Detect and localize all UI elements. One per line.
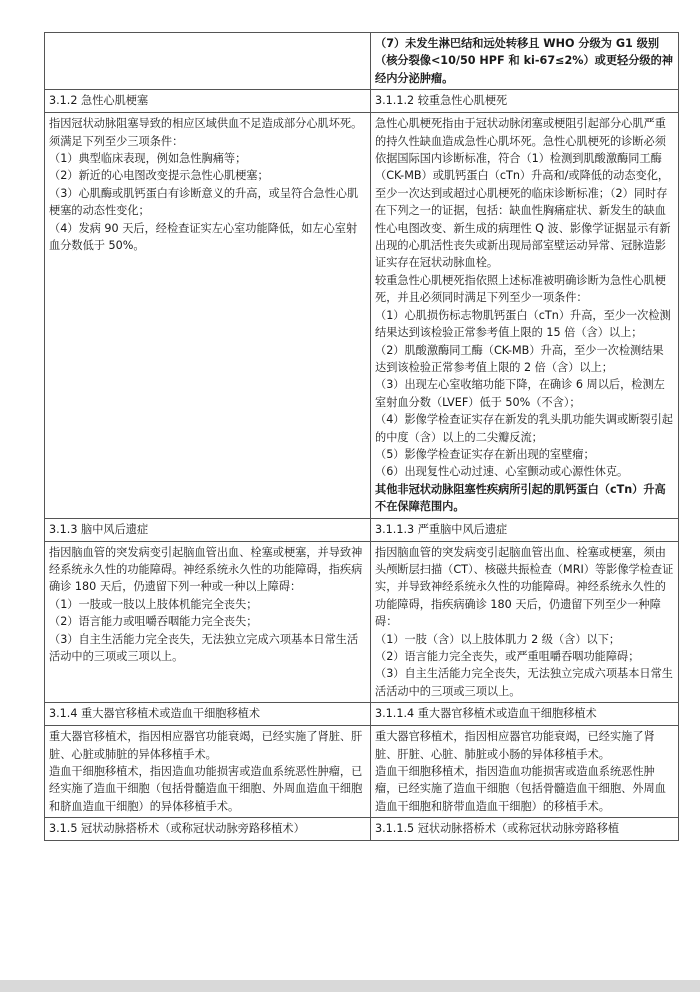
old-clause-cell: 3.1.5 冠状动脉搭桥术（或称冠状动脉旁路移植术） xyxy=(45,818,371,841)
clause-paragraph: （3）出现左心室收缩功能下降，在确诊 6 周以后，检测左室射血分数（LVEF）低于 50%（不含）； xyxy=(375,378,665,409)
clause-paragraph: （1）心肌损伤标志物肌钙蛋白（cTn）升高，至少一次检测结果达到该检验正常参考值上限的 15 倍（含）以上； xyxy=(375,308,671,340)
clause-paragraph: （2）新近的心电图改变提示急性心肌梗塞； xyxy=(49,169,269,183)
clause-paragraph: （3）自主生活能力完全丧失，无法独立完成六项基本日常生活活动中的三项或三项以上。 xyxy=(49,632,359,663)
new-clause-cell xyxy=(371,113,679,518)
clause-paragraph: 指因冠状动脉阻塞导致的相应区域供血不足造成部分心肌坏死。须满足下列至少三项条件： xyxy=(49,117,363,148)
section-content-row xyxy=(45,726,679,818)
new-clause-cell xyxy=(371,726,679,818)
clause-paragraph: （1）典型临床表现，例如急性胸痛等； xyxy=(49,152,247,166)
new-clause-cell: 3.1.1.3 严重脑中风后遗症 xyxy=(371,518,679,541)
clause-paragraph: （4）影像学检查证实存在新发的乳头肌功能失调或断裂引起的中度（含）以上的二尖瓣反流； xyxy=(375,413,673,444)
clause-paragraph: （3）心肌酶或肌钙蛋白有诊断意义的升高，或呈符合急性心肌梗塞的动态性变化； xyxy=(49,186,359,218)
section-content-row xyxy=(45,33,679,90)
new-clause-cell xyxy=(371,33,679,90)
clause-paragraph: 指因脑血管的突发病变引起脑血管出血、栓塞或梗塞，须由头颅断层扫描（CT）、核磁共振检查（MRI）等影像学检查证实，并导致神经系统永久性的功能障碍。神经系统永久性的功能障碍，指疾病确诊 180 天后，仍遗留下列至少一种障碍： xyxy=(375,545,674,629)
clause-paragraph: 造血干细胞移植术，指因造血功能损害或造血系统恶性肿瘤，已经实施了造血干细胞（包括骨髓造血干细胞、外周血造血干细胞和脐血造血干细胞）的异体移植手术。 xyxy=(49,765,363,813)
new-clause-cell: 3.1.1.4 重大器官移植术或造血干细胞移植术 xyxy=(371,703,679,726)
clause-paragraph: 急性心肌梗死指由于冠状动脉闭塞或梗阻引起部分心肌严重的持久性缺血造成急性心肌坏死。急性心肌梗死的诊断必须依据国际国内诊断标准，符合（1）检测到肌酸激酶同工酶（CK-MB）或肌钙蛋白（cTn）升高和/或降低的动态变化，至少一次达到或超过心肌梗死的临床诊断标准；（2）同时存在下列之一的证据，包括：缺血性胸痛症状、新发生的缺血性心电图改变、新生成的病理性 Q 波、影像学证据显示有新出现的心肌活性丧失或新出现局部室壁运动异常、冠脉造影证实存在冠状动脉血栓。 xyxy=(375,117,671,270)
section-header-row xyxy=(45,703,679,726)
clause-paragraph: 较重急性心肌梗死指依照上述标准被明确诊断为急性心肌梗死，并且必须同时满足下列至少一项条件： xyxy=(375,273,666,305)
section-header-row xyxy=(45,818,679,841)
clause-paragraph: （4）发病 90 天后，经检查证实左心室功能降低，如左心室射血分数低于 50%。 xyxy=(49,221,358,253)
old-clause-cell: 3.1.4 重大器官移植术或造血干细胞移植术 xyxy=(45,703,371,726)
clause-paragraph: （2）语言能力完全丧失，或严重咀嚼吞咽功能障碍； xyxy=(375,650,640,663)
page-bottom-scrollbar[interactable] xyxy=(0,980,700,992)
clause-paragraph: （2）语言能力或咀嚼吞咽能力完全丧失； xyxy=(49,615,258,629)
clause-paragraph: （5）影像学检查证实存在新出现的室壁瘤； xyxy=(375,447,595,461)
clause-paragraph: 造血干细胞移植术，指因造血功能损害或造血系统恶性肿瘤，已经实施了造血干细胞（包括骨髓造血干细胞、外周血造血干细胞和脐带血造血干细胞）的移植手术。 xyxy=(375,765,666,813)
section-content-row xyxy=(45,541,679,703)
clause-paragraph: 重大器官移植术，指因相应器官功能衰竭，已经实施了肾脏、肝脏、心脏或肺脏的异体移植手术。 xyxy=(49,730,363,761)
section-header-row xyxy=(45,518,679,541)
old-clause-cell xyxy=(45,541,371,703)
old-clause-cell xyxy=(45,33,371,90)
old-clause-cell xyxy=(45,726,371,818)
new-clause-cell xyxy=(371,541,679,703)
comparison-table xyxy=(44,32,679,841)
clause-paragraph: （3）自主生活能力完全丧失，无法独立完成六项基本日常生活活动中的三项或三项以上。 xyxy=(375,667,673,698)
clause-paragraph: （6）出现复性心动过速、心室颤动或心源性休克。 xyxy=(375,465,629,479)
clause-paragraph: （1）一肢（含）以上肢体肌力 2 级（含）以下； xyxy=(375,632,621,646)
old-clause-cell: 3.1.2 急性心肌梗塞 xyxy=(45,90,371,113)
new-clause-cell: 3.1.1.5 冠状动脉搭桥术（或称冠状动脉旁路移植 xyxy=(371,818,679,841)
section-content-row xyxy=(45,113,679,518)
old-clause-cell: 3.1.3 脑中风后遗症 xyxy=(45,518,371,541)
clause-paragraph: 重大器官移植术，指因相应器官功能衰竭，已经实施了肾脏、肝脏、心脏、肺脏或小肠的异体移植手术。 xyxy=(375,730,655,761)
old-clause-cell xyxy=(45,113,371,518)
document-page xyxy=(44,32,674,841)
table-body xyxy=(45,33,679,841)
clause-paragraph: 其他非冠状动脉阻塞性疾病所引起的肌钙蛋白（cTn）升高不在保障范围内。 xyxy=(375,482,666,514)
clause-paragraph: 指因脑血管的突发病变引起脑血管出血、栓塞或梗塞，并导致神经系统永久性的功能障碍。神经系统永久性的功能障碍，指疾病确诊 180 天后，仍遗留下列一种或一种以上障碍： xyxy=(49,545,363,594)
clause-paragraph: （1）一肢或一肢以上肢体机能完全丧失； xyxy=(49,597,258,611)
section-header-row xyxy=(45,90,679,113)
clause-paragraph: （2）肌酸激酶同工酶（CK-MB）升高，至少一次检测结果达到该检验正常参考值上限的 2 倍（含）以上； xyxy=(375,343,664,374)
new-clause-cell: 3.1.1.2 较重急性心肌梗死 xyxy=(371,90,679,113)
clause-paragraph: （7）未发生淋巴结和远处转移且 WHO 分级为 G1 级别（核分裂像<10/50 HPF 和 ki-67≤2%）或更轻分级的神经内分泌肿瘤。 xyxy=(375,37,673,85)
